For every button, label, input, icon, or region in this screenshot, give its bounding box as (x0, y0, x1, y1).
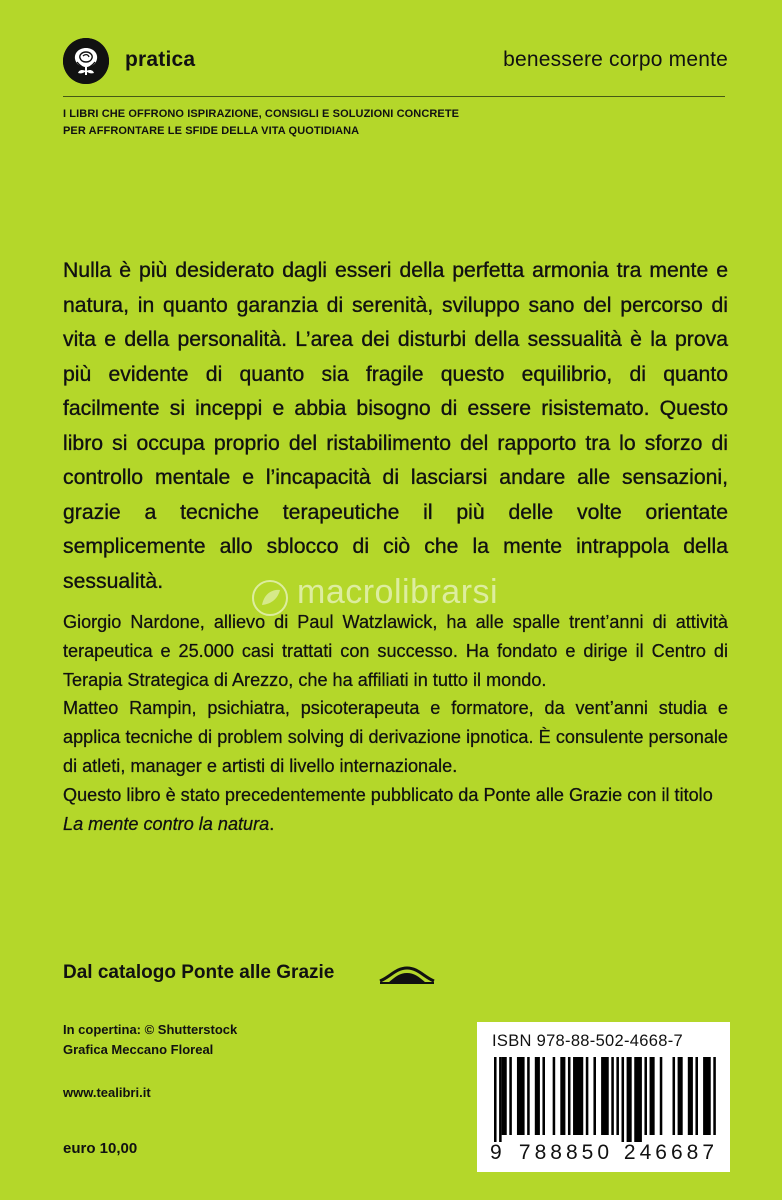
publisher-logo (63, 38, 109, 84)
book-blurb: Nulla è più desiderato dagli esseri della perfetta armonia tra mente e natura, in quanto garanzia di serenità, sviluppo sano del percorso di vita e della personalità. L’area dei disturbi della sessualità è la prova più evidente di quanto sia fragile questo equilibrio, di quanto facilmente si inceppi e abbia bisogno di essere risistemato. Questo libro si occupa proprio del ristabilimento del rapporto tra lo sforzo di controllo mentale e l’incapacità di lasciarsi andare alle sensazioni, grazie a tecniche terapeutiche il più delle volte orientate semplicemente allo sblocco di ciò che la mente intrappola della sessualità. (63, 259, 728, 593)
barcode-digit-first: 9 (490, 1141, 503, 1164)
series-brand: pratica (125, 48, 196, 71)
barcode-bar (527, 1057, 530, 1135)
tagline-line-2: PER AFFRONTARE LE SFIDE DELLA VITA QUOTIDIANA (63, 125, 360, 137)
barcode-bar (660, 1057, 663, 1135)
bridge-icon (378, 964, 436, 986)
barcode-bar (703, 1057, 711, 1135)
barcode-bar (517, 1057, 525, 1135)
series-subtitle: benessere corpo mente (503, 48, 728, 71)
design-credit: Grafica Meccano Floreal (63, 1042, 214, 1057)
cover-credit: In copertina: © Shutterstock (63, 1022, 238, 1037)
barcode-graphic (488, 1057, 720, 1142)
author-bios (63, 608, 728, 838)
barcode-bar (673, 1057, 676, 1135)
barcode-bar (593, 1057, 596, 1135)
barcode-bar (568, 1057, 571, 1135)
series-tagline (63, 106, 459, 140)
barcode-bar (542, 1057, 545, 1135)
header-divider (63, 96, 725, 97)
previous-end: . (269, 813, 275, 834)
bio-rampin: Matteo Rampin, psichiatra, psicoterapeuta e formatore, da vent’anni studia e applica tecniche di problem solving di derivazione ipnotica. È consulente personale di atleti, manager e artisti di livello internazionale. (63, 698, 728, 776)
barcode-bar (560, 1057, 565, 1135)
barcode-bar (678, 1057, 683, 1135)
previous-title: La mente contro la natura (63, 813, 270, 834)
barcode-bar (509, 1057, 512, 1135)
previous-publication-text: Questo libro è stato precedentemente pubblicato da Ponte alle Grazie con il titolo (63, 784, 713, 805)
publisher-website: www.tealibri.it (63, 1085, 151, 1100)
barcode-digits-left: 788850 (518, 1141, 613, 1164)
watermark-label: macrolibrarsi (297, 573, 499, 611)
previous-publication (63, 781, 728, 839)
barcode-bar (586, 1057, 589, 1135)
barcode-bar (622, 1057, 625, 1142)
barcode-bar (688, 1057, 693, 1135)
barcode-bar (611, 1057, 614, 1135)
barcode-bar (499, 1057, 502, 1142)
barcode-bar (713, 1057, 716, 1135)
barcode-bar (601, 1057, 609, 1135)
barcode-digits-right: 246687 (623, 1141, 718, 1164)
barcode-bar (627, 1057, 632, 1142)
barcode-bar (616, 1057, 619, 1135)
catalog-line: Dal catalogo Ponte alle Grazie (63, 962, 335, 983)
barcode-bar (573, 1057, 583, 1135)
credits (63, 1020, 237, 1060)
barcode-bar (502, 1057, 507, 1135)
tagline-line-1: I LIBRI CHE OFFRONO ISPIRAZIONE, CONSIGLI E SOLUZIONI CONCRETE (63, 108, 460, 120)
barcode-bar (634, 1057, 642, 1142)
bio-nardone: Giorgio Nardone, allievo di Paul Watzlawick, ha alle spalle trent’anni di attività terapeutica e 25.000 casi trattati con successo. Ha fondato e dirige il Centro di Terapia Strategica di Arezzo, che ha affiliati in tutto il mondo. (63, 612, 728, 690)
barcode-bar (644, 1057, 647, 1135)
watermark-text (255, 573, 498, 612)
barcode-bar (650, 1057, 655, 1135)
barcode-bar (535, 1057, 540, 1135)
isbn-label: ISBN 978-88-502-4668-7 (492, 1032, 683, 1050)
rose-icon (63, 38, 109, 84)
price: euro 10,00 (63, 1140, 138, 1157)
barcode-bar (553, 1057, 556, 1135)
barcode-bar (695, 1057, 698, 1135)
barcode-bar (494, 1057, 497, 1142)
barcode-digits (490, 1141, 722, 1165)
